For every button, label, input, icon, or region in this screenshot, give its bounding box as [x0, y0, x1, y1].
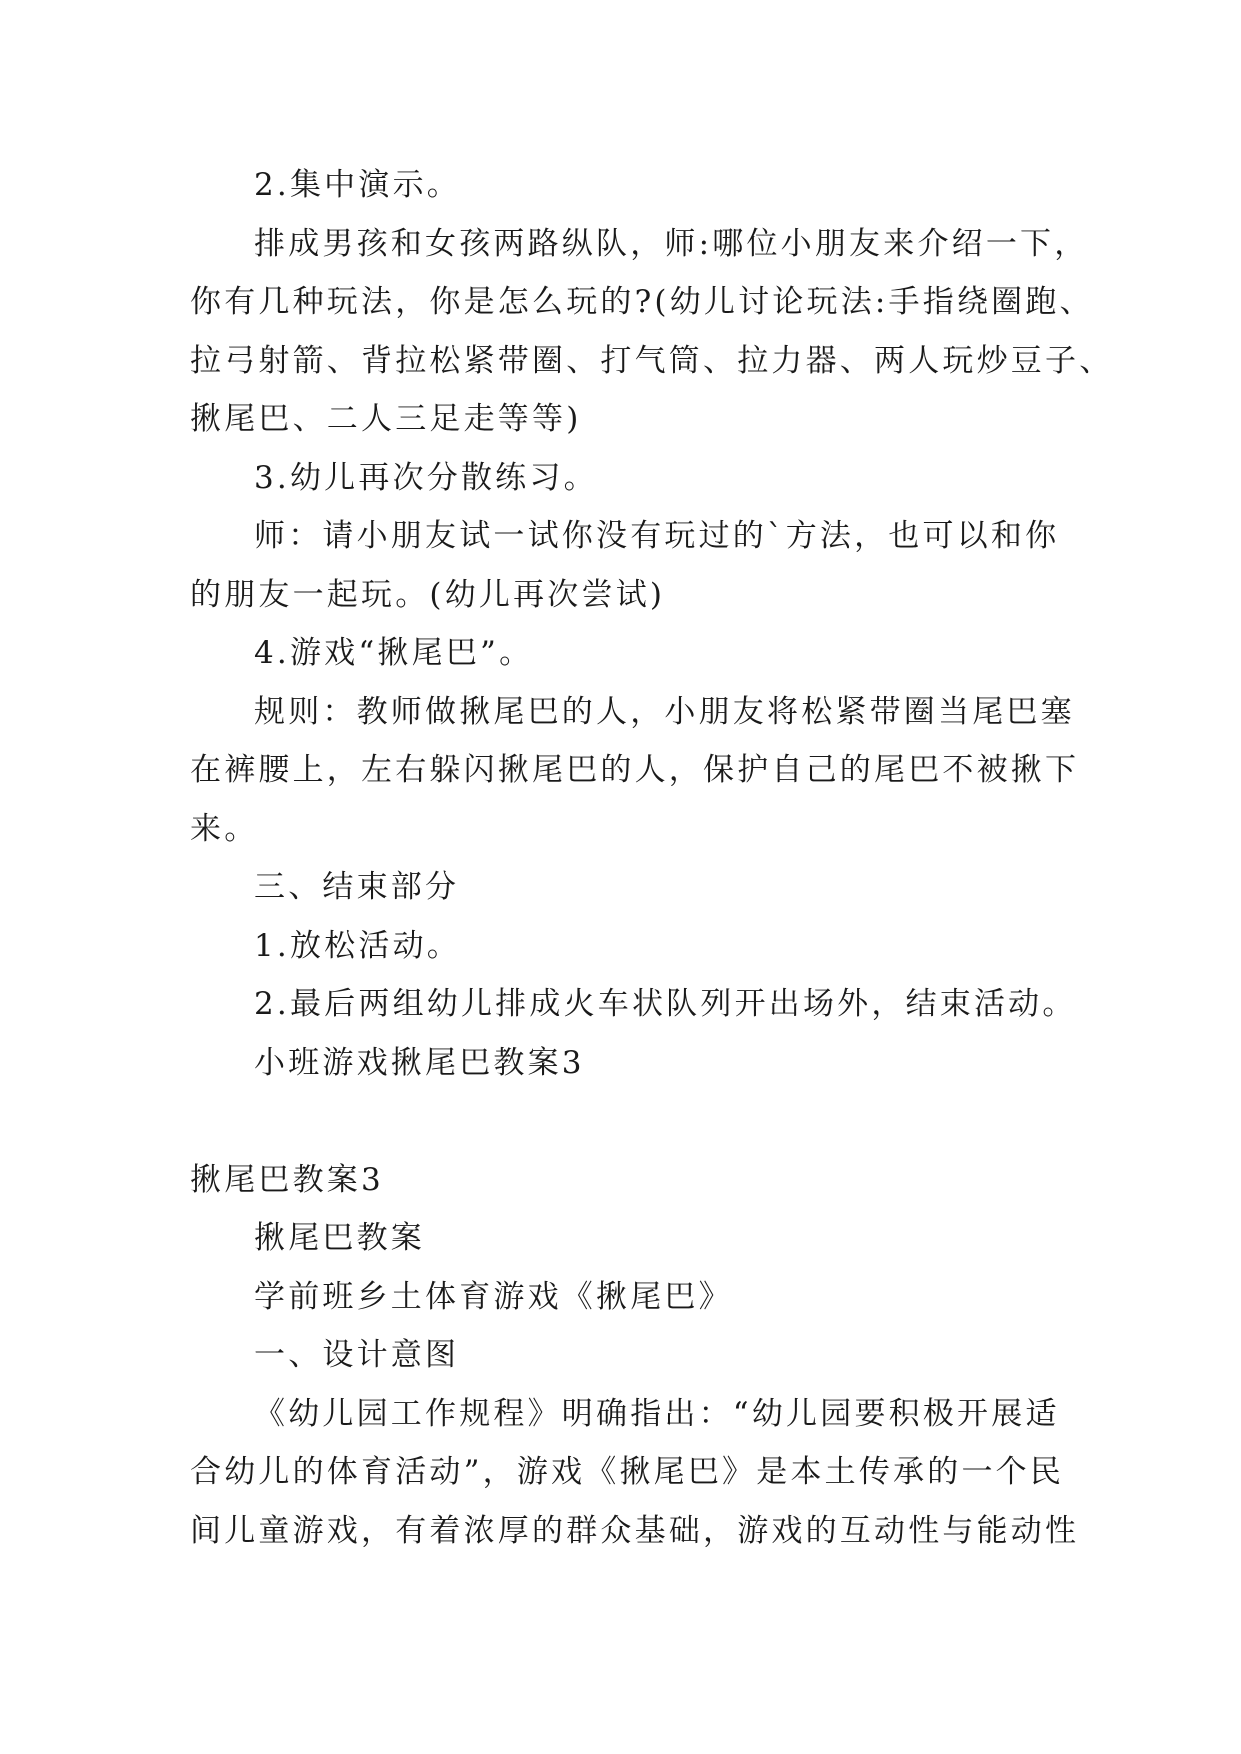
paragraph-line: 的朋友一起玩。(幼儿再次尝试): [190, 576, 666, 613]
paragraph-line: 《幼儿园工作规程》明确指出：“幼儿园要积极开展适: [254, 1395, 1060, 1432]
document-title: 小班游戏揪尾巴教案3: [254, 1044, 585, 1081]
paragraph-line: 揪尾巴教案: [254, 1220, 425, 1256]
blank-line: [190, 1092, 1070, 1151]
paragraph-line: 间儿童游戏，有着浓厚的群众基础，游戏的互动性与能动性: [190, 1512, 1080, 1549]
section-heading: 三、结束部分: [254, 869, 460, 905]
list-item: 2.最后两组幼儿排成火车状队列开出场外，结束活动。: [254, 986, 1077, 1022]
document-subtitle: 揪尾巴教案3: [190, 1161, 384, 1198]
paragraph-line: 揪尾巴、二人三足走等等): [190, 401, 582, 437]
step-2-heading: 2.集中演示。: [254, 167, 461, 203]
document-body: [190, 156, 1114, 1560]
paragraph-line: 合幼儿的体育活动”，游戏《揪尾巴》是本土传承的一个民: [190, 1454, 1065, 1490]
paragraph-line: 在裤腰上，左右躲闪揪尾巴的人，保护自己的尾巴不被揪下: [190, 752, 1080, 788]
paragraph-line: 你有几种玩法，你是怎么玩的?(幼儿讨论玩法:手指绕圈跑、: [190, 284, 1094, 320]
paragraph-line: 学前班乡土体育游戏《揪尾巴》: [254, 1278, 733, 1315]
paragraph-line: 来。: [190, 810, 259, 847]
paragraph-line: 师：请小朋友试一试你没有玩过的`方法，也可以和你: [254, 518, 1060, 554]
paragraph-line: 规则：教师做揪尾巴的人，小朋友将松紧带圈当尾巴塞: [254, 693, 1075, 730]
paragraph-line: 拉弓射箭、背拉松紧带圈、打气筒、拉力器、两人玩炒豆子、: [190, 342, 1114, 379]
paragraph-line: 排成男孩和女孩两路纵队，师:哪位小朋友来介绍一下，: [254, 225, 1089, 262]
list-item: 1.放松活动。: [254, 927, 461, 964]
step-4-heading: 4.游戏“揪尾巴”。: [254, 635, 534, 671]
step-3-heading: 3.幼儿再次分散练习。: [254, 459, 598, 496]
section-heading: 一、设计意图: [254, 1337, 460, 1373]
